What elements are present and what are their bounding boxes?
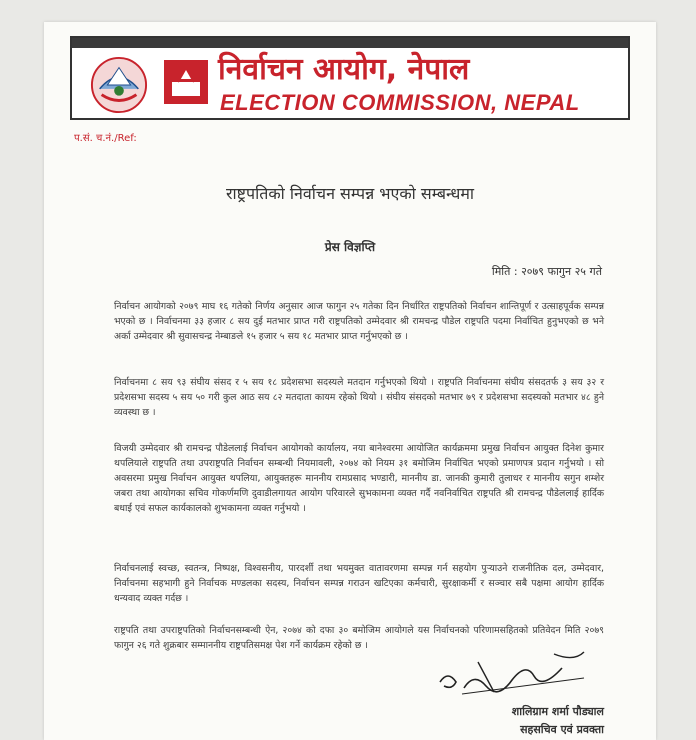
- ballot-box-logo-icon: [164, 60, 208, 104]
- nepal-emblem-icon: [90, 56, 148, 114]
- paragraph-2: निर्वाचनमा ८ सय ९३ संघीय संसद र ५ सय १८ प्रदेशसभा सदस्यले मतदान गर्नुभएको थियो । राष्ट्रपति निर्वाचनमा संघीय संसदतर्फ ३ सय ३२ र प्रदेशसभा सदस्य ५ सय ५० गरी कुल आठ सय ८२ मतदाता कायम रहेको थियो । संघीय संसदको मतभार ७९ र प्रदेशसभा सदस्यको मतभार ४८ हुने व्यवस्था छ ।: [114, 377, 604, 419]
- reference-label: प.सं. च.नं./Ref:: [74, 133, 137, 144]
- press-release-page: [44, 22, 656, 740]
- banner-top-bar: [72, 38, 628, 48]
- press-release-title: प्रेस विज्ञप्ति: [324, 240, 376, 254]
- signatory-name: शालिग्राम शर्मा पौड्याल: [511, 705, 604, 718]
- paragraph-1: निर्वाचन आयोगको २०७९ माघ १६ गतेको निर्णय अनुसार आज फागुन २५ गतेका दिन निर्धारित राष्ट्रपतिको निर्वाचन शान्तिपूर्ण र उत्साहपूर्वक सम्पन्न भएको छ । निर्वाचनमा ३३ हजार ८ सय दुई मतभार प्राप्त गरी राष्ट्रपतिको उम्मेदवार श्री रामचन्द्र पौडेल राष्ट्रपति पदमा निर्वाचित हुनुभएको छ भने अर्का उम्मेदवार श्री सुवासचन्द्र नेम्बाङले १५ हजार ५ सय १८ मतभार प्राप्त गर्नुभएको छ ।: [114, 301, 604, 343]
- paragraph-5: राष्ट्रपति तथा उपराष्ट्रपतिको निर्वाचनसम्बन्धी ऐन, २०७४ को दफा ३० बमोजिम आयोगले यस निर्वाचनको परिणामसहितको प्रतिवेदन मिति २०७९ फागुन २६ गते शुक्रबार सम्माननीय राष्ट्रपतिसमक्ष पेश गर्ने कार्यक्रम रहेको छ ।: [114, 625, 604, 652]
- signatory-title: सहसचिव एवं प्रवक्ता: [520, 723, 604, 736]
- subject-heading: राष्ट्रपतिको निर्वाचन सम्पन्न भएको सम्बन्धमा: [225, 184, 475, 203]
- paragraph-4: निर्वाचनलाई स्वच्छ, स्वतन्त्र, निष्पक्ष, विश्वसनीय, पारदर्शी तथा भयमुक्त वातावरणमा सम्पन्न गर्न सहयोग पुर्‍याउने राजनीतिक दल, उम्मेदवार, निर्वाचनमा सहभागी हुने निर्वाचक मण्डलका सदस्य, निर्वाचन सम्पन्न गराउन खटिएका कर्मचारी, सुरक्षाकर्मी र सञ्चार सबै पक्षमा आयोग हार्दिक धन्यवाद व्यक्त गर्दछ ।: [114, 563, 604, 605]
- release-date: मिति : २०७९ फागुन २५ गते: [491, 265, 602, 278]
- handwritten-signature: [434, 642, 594, 702]
- letterhead-banner: [70, 36, 630, 120]
- paragraph-3: विजयी उम्मेदवार श्री रामचन्द्र पौडेललाई निर्वाचन आयोगको कार्यालय, नया बानेश्वरमा आयोजित कार्यक्रममा प्रमुख निर्वाचन आयुक्त दिनेश कुमार थपलियाले राष्ट्रपति तथा उपराष्ट्रपति निर्वाचन सम्बन्धी नियमावली, २०७४ को नियम ३१ बमोजिम निर्वाचित भएको प्रमाणपत्र प्रदान गर्नुभयो । सो अवसरमा प्रमुख निर्वाचन आयुक्त थपलिया, आयुक्तहरू माननीय रामप्रसाद भण्डारी, माननीय डा. जानकी कुमारी तुलाधर र माननीय सगुन शम्शेर जबरा तथा आयोगका सचिव गोकर्णमणि दुवाडीलगायत आयोग परिवारले सुभकामना व्यक्त गर्दै नवनिर्वाचित राष्ट्रपति श्री रामचन्द्र पौडेललाई हार्दिक बधाई एवं सफल कार्यकालको शुभकामना व्यक्त गर्नुभयो ।: [114, 443, 604, 515]
- organization-name-english: ELECTION COMMISSION, NEPAL: [220, 90, 580, 115]
- organization-name-nepali: निर्वाचन आयोग, नेपाल: [218, 52, 470, 87]
